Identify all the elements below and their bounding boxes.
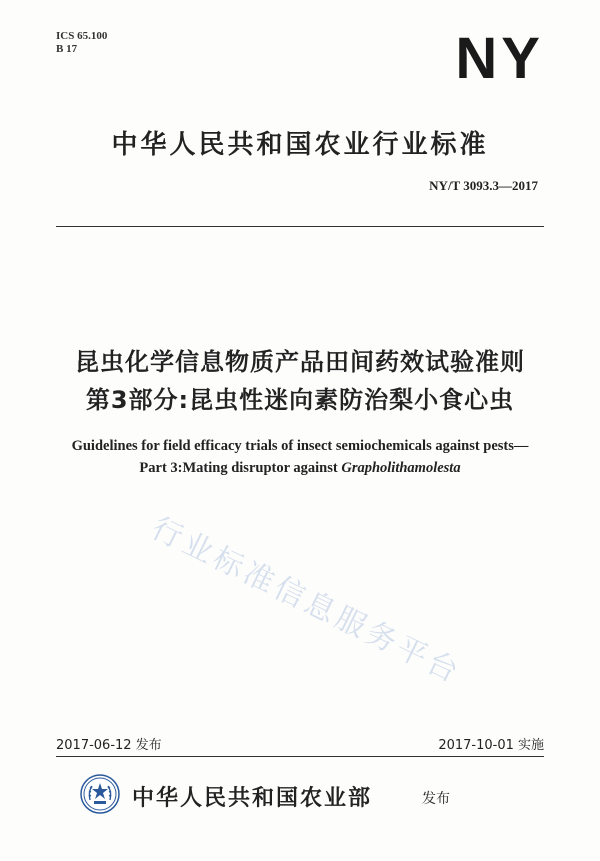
ministry-emblem-icon: [80, 774, 120, 814]
title-en-line1: Guidelines for field efficacy trials of insect semiochemicals against pests—: [71, 438, 529, 454]
title-en-line2-prefix: Part 3:Mating disruptor against: [139, 460, 342, 476]
title-zh-line1: 昆虫化学信息物质产品田间药效试验准则: [75, 348, 525, 376]
ny-logo: NY: [455, 26, 544, 91]
title-en-line2: [0, 460, 600, 477]
issuing-authority: 中华人民共和国农业部: [132, 786, 373, 811]
classification-code: B 17: [56, 43, 78, 55]
standard-number: NY/T 3093.3—2017: [429, 178, 538, 193]
ics-code: ICS 65.100: [56, 30, 108, 42]
issue-date: 2017-06-12 发布: [56, 738, 162, 753]
top-divider: [56, 226, 544, 227]
bottom-divider: [56, 756, 544, 757]
title-en-species: Grapholithamolesta: [341, 460, 461, 476]
standard-category-heading: 中华人民共和国农业行业标准: [111, 130, 489, 160]
implementation-date: 2017-10-01 实施: [438, 738, 544, 753]
title-zh-line2: 第3部分:昆虫性迷向素防治梨小食心虫: [85, 386, 515, 414]
watermark: 行业标准信息服务平台: [145, 510, 467, 692]
issue-label: 发布: [422, 791, 450, 807]
